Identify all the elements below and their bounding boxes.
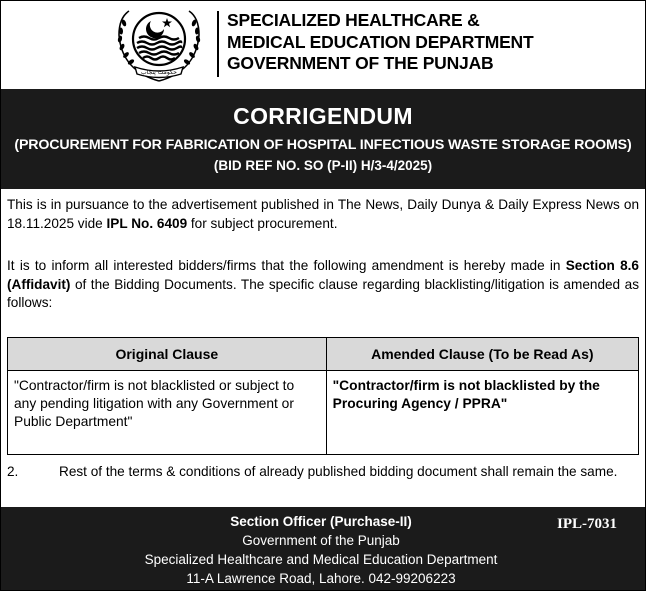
header bbox=[1, 1, 645, 89]
bid-reference: (BID REF NO. SO (P-II) H/3-4/2025) bbox=[213, 158, 433, 173]
punjab-government-emblem bbox=[109, 5, 209, 85]
org-line-3: GOVERNMENT OF THE PUNJAB bbox=[227, 53, 494, 73]
p3-number: 2. bbox=[7, 464, 19, 479]
header-divider bbox=[217, 11, 219, 77]
emblem-script: حکومت پنجاب bbox=[141, 69, 177, 76]
footer-government: Government of the Punjab bbox=[242, 533, 400, 548]
title-banner bbox=[1, 89, 645, 189]
p1-ipl-ref: IPL No. 6409 bbox=[106, 215, 188, 231]
procurement-subtitle: (PROCUREMENT FOR FABRICATION OF HOSPITAL INFECTIOUS WASTE STORAGE ROOMS) bbox=[14, 137, 632, 153]
paragraph-3 bbox=[7, 463, 639, 482]
ipl-number: IPL-7031 bbox=[557, 516, 617, 532]
header-amended-clause: Amended Clause (To be Read As) bbox=[326, 338, 638, 371]
amended-clause-text: "Contractor/firm is not blacklisted by the Procuring Agency / PPRA" bbox=[326, 371, 638, 455]
original-clause-text: "Contractor/firm is not blacklisted or subject to any pending litigation with any Government or Public Department" bbox=[14, 378, 295, 429]
p1-text-c: for subject procurement. bbox=[187, 215, 338, 231]
org-line-1: SPECIALIZED HEALTHCARE & bbox=[227, 10, 480, 30]
officer-title: Section Officer (Purchase-II) bbox=[230, 514, 412, 529]
notice-title: CORRIGENDUM bbox=[233, 103, 413, 129]
p3-text: Rest of the terms & conditions of already published bidding document shall remain the same. bbox=[59, 464, 618, 479]
footer bbox=[1, 507, 645, 591]
p2-text-c: of the Bidding Documents. The specific clause regarding blacklisting/litigation is amended as follows: bbox=[7, 276, 639, 310]
footer-address: 11-A Lawrence Road, Lahore. 042-99206223 bbox=[186, 571, 456, 586]
p1-text-a: This is in pursuance to the advertisement published in The News, Daily Dunya & Daily Express News on 18.11.2025 vide bbox=[7, 197, 639, 231]
paragraph-2 bbox=[7, 257, 639, 313]
department-name bbox=[227, 10, 533, 75]
amendment-table bbox=[7, 337, 639, 455]
p2-section-ref: Section 8.6 (Affidavit) bbox=[7, 258, 639, 292]
header-original-clause: Original Clause bbox=[8, 338, 326, 371]
signature-block bbox=[131, 512, 511, 588]
p2-text-a: It is to inform all interested bidders/firms that the following amendment is hereby made in bbox=[7, 258, 566, 273]
org-line-2: MEDICAL EDUCATION DEPARTMENT bbox=[227, 31, 534, 52]
footer-department: Specialized Healthcare and Medical Education Department bbox=[144, 552, 498, 567]
paragraph-1 bbox=[7, 196, 639, 233]
